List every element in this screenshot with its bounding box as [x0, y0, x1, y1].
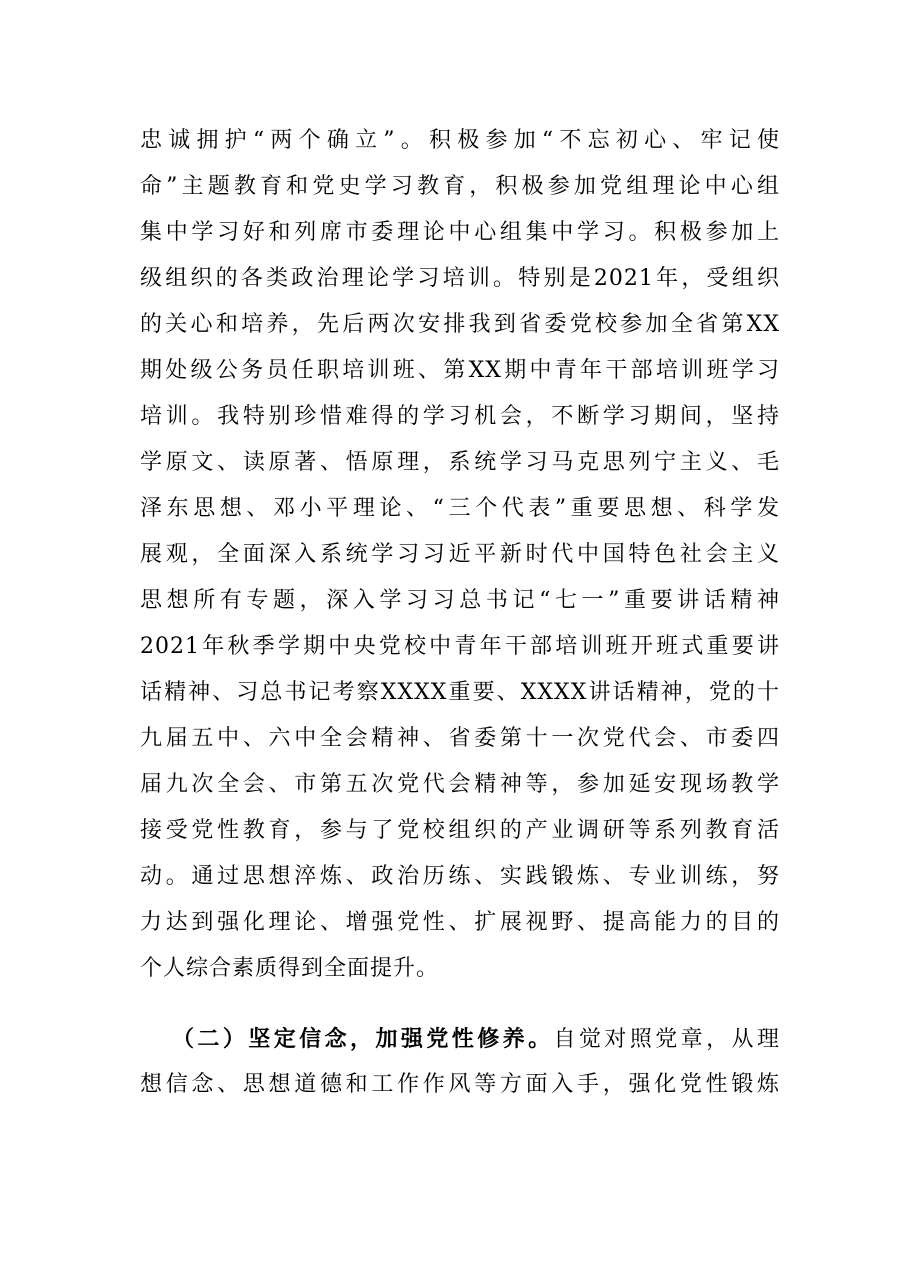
text-line: 忠诚拥护“两个确立”。积极参加“不忘初心、牢记使 — [140, 128, 780, 153]
text-line: 动。通过思想淬炼、政治历练、实践锻炼、专业训练，努 — [140, 864, 780, 889]
paragraph-1 — [140, 118, 780, 992]
text-line: 接受党性教育，参与了党校组织的产业调研等系列教育活 — [140, 818, 780, 843]
text-line: 泽东思想、邓小平理论、“三个代表”重要思想、科学发 — [140, 496, 780, 521]
text-line: 思想所有专题，深入学习习总书记“七一”重要讲话精神 — [140, 588, 780, 613]
heading-continuation: 自觉对照党章，从理 — [553, 1027, 780, 1052]
text-line: 培训。我特别珍惜难得的学习机会，不断学习期间，坚持 — [140, 404, 780, 429]
text-line: 期处级公务员任职培训班、第XX期中青年干部培训班学习 — [140, 358, 780, 383]
text-line: 力达到强化理论、增强党性、扩展视野、提高能力的目的 — [140, 910, 780, 935]
text-line: 的关心和培养，先后两次安排我到省委党校参加全省第XX — [140, 312, 780, 337]
text-line: 届九次全会、市第五次党代会精神等，参加延安现场教学 — [140, 772, 780, 797]
text-line: 级组织的各类政治理论学习培训。特别是2021年，受组织 — [140, 266, 780, 291]
text-line: 学原文、读原著、悟原理，系统学习马克思列宁主义、毛 — [140, 450, 780, 475]
section-heading: （二）坚定信念，加强党性修养。 — [172, 1026, 554, 1052]
text-line: 展观，全面深入系统学习习近平新时代中国特色社会主义 — [140, 542, 780, 567]
text-line: 九届五中、六中全会精神、省委第十一次党代会、市委四 — [140, 726, 780, 751]
text-line: 2021年秋季学期中央党校中青年干部培训班开班式重要讲 — [140, 634, 780, 659]
text-line: 想信念、思想道德和工作作风等方面入手，强化党性锻炼 — [140, 1072, 780, 1097]
paragraph-gap — [140, 992, 780, 1016]
text-line: 个人综合素质得到全面提升。 — [140, 956, 440, 981]
text-line: 集中学习好和列席市委理论中心组集中学习。积极参加上 — [140, 220, 780, 245]
text-line — [140, 1016, 780, 1062]
text-line: 话精神、习总书记考察XXXX重要、XXXX讲话精神，党的十 — [140, 680, 780, 705]
document-body — [140, 118, 780, 1108]
paragraph-2 — [140, 1016, 780, 1108]
text-line: 命”主题教育和党史学习教育，积极参加党组理论中心组 — [140, 174, 780, 199]
